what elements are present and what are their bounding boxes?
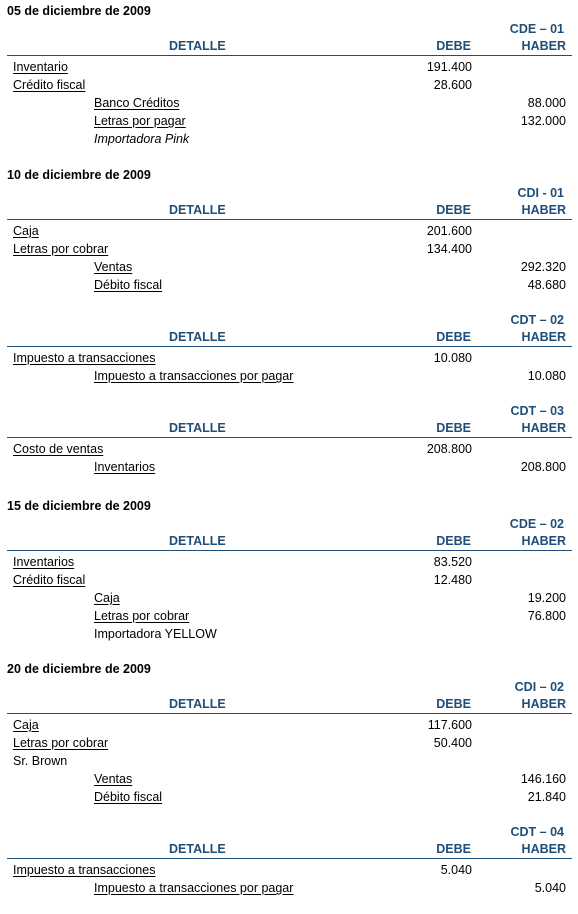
column-header-row xyxy=(7,39,572,56)
entry-row xyxy=(0,881,578,899)
debit-amount: 83.520 xyxy=(433,555,472,569)
account-name: Letras por pagar xyxy=(94,114,186,128)
entry-code: CDE – 01 xyxy=(509,22,564,36)
debit-amount: 50.400 xyxy=(433,736,472,750)
credit-amount: 88.000 xyxy=(527,96,566,110)
entry-date: 10 de diciembre de 2009 xyxy=(7,168,151,182)
account-name: Crédito fiscal xyxy=(13,573,86,587)
column-header-detalle: DETALLE xyxy=(169,203,226,217)
entry-row xyxy=(0,369,578,387)
entry-row xyxy=(0,114,578,132)
debit-amount: 10.080 xyxy=(433,351,472,365)
column-header-debe: DEBE xyxy=(436,330,471,344)
column-header-debe: DEBE xyxy=(436,421,471,435)
column-header-debe: DEBE xyxy=(436,842,471,856)
entry-row xyxy=(0,790,578,808)
entry-code: CDE – 02 xyxy=(509,517,564,531)
column-header-row xyxy=(7,203,572,220)
account-name: Sr. Brown xyxy=(13,754,68,768)
entry-row xyxy=(0,591,578,609)
account-name: Impuesto a transacciones por pagar xyxy=(94,881,294,895)
account-name: Importadora Pink xyxy=(94,132,190,146)
column-header-haber: HABER xyxy=(521,534,566,548)
credit-amount: 208.800 xyxy=(520,460,566,474)
account-name: Impuesto a transacciones por pagar xyxy=(94,369,294,383)
entry-row xyxy=(0,278,578,296)
column-header-row xyxy=(7,842,572,859)
credit-amount: 48.680 xyxy=(527,278,566,292)
entry-row xyxy=(0,132,578,150)
entry-row xyxy=(0,442,578,460)
account-name: Inventarios xyxy=(94,460,156,474)
column-header-detalle: DETALLE xyxy=(169,534,226,548)
entry-code: CDI - 01 xyxy=(517,186,564,200)
debit-amount: 134.400 xyxy=(426,242,472,256)
entry-row xyxy=(0,96,578,114)
entry-code: CDT – 03 xyxy=(510,404,564,418)
entry-row xyxy=(0,573,578,591)
entry-code: CDI – 02 xyxy=(514,680,564,694)
account-name: Débito fiscal xyxy=(94,790,163,804)
credit-amount: 292.320 xyxy=(520,260,566,274)
account-name: Ventas xyxy=(94,260,133,274)
entry-row xyxy=(0,242,578,260)
debit-amount: 191.400 xyxy=(426,60,472,74)
column-header-row xyxy=(7,697,572,714)
column-header-debe: DEBE xyxy=(436,534,471,548)
column-header-haber: HABER xyxy=(521,421,566,435)
entry-row xyxy=(0,555,578,573)
account-name: Inventario xyxy=(13,60,68,74)
account-name: Letras por cobrar xyxy=(94,609,190,623)
column-header-detalle: DETALLE xyxy=(169,697,226,711)
credit-amount: 21.840 xyxy=(527,790,566,804)
account-name: Letras por cobrar xyxy=(13,242,109,256)
entry-date: 15 de diciembre de 2009 xyxy=(7,499,151,513)
account-name: Impuesto a transacciones xyxy=(13,863,156,877)
column-header-debe: DEBE xyxy=(436,203,471,217)
debit-amount: 5.040 xyxy=(440,863,472,877)
entry-row xyxy=(0,863,578,881)
entry-code: CDT – 02 xyxy=(510,313,564,327)
column-header-haber: HABER xyxy=(521,842,566,856)
account-name: Caja xyxy=(13,224,39,238)
account-name: Impuesto a transacciones xyxy=(13,351,156,365)
entry-row xyxy=(0,224,578,242)
account-name: Crédito fiscal xyxy=(13,78,86,92)
credit-amount: 19.200 xyxy=(527,591,566,605)
entry-row xyxy=(0,460,578,478)
column-header-row xyxy=(7,534,572,551)
column-header-detalle: DETALLE xyxy=(169,39,226,53)
entry-row xyxy=(0,78,578,96)
account-name: Ventas xyxy=(94,772,133,786)
column-header-haber: HABER xyxy=(521,330,566,344)
credit-amount: 132.000 xyxy=(520,114,566,128)
entry-row xyxy=(0,351,578,369)
entry-row xyxy=(0,60,578,78)
entry-date: 20 de diciembre de 2009 xyxy=(7,662,151,676)
column-header-haber: HABER xyxy=(521,697,566,711)
account-name: Caja xyxy=(13,718,39,732)
entry-row xyxy=(0,718,578,736)
column-header-detalle: DETALLE xyxy=(169,842,226,856)
column-header-debe: DEBE xyxy=(436,697,471,711)
account-name: Caja xyxy=(94,591,120,605)
debit-amount: 208.800 xyxy=(426,442,472,456)
credit-amount: 5.040 xyxy=(534,881,566,895)
account-name: Débito fiscal xyxy=(94,278,163,292)
column-header-debe: DEBE xyxy=(436,39,471,53)
entry-row xyxy=(0,736,578,754)
column-header-row xyxy=(7,330,572,347)
entry-row xyxy=(0,260,578,278)
column-header-row xyxy=(7,421,572,438)
credit-amount: 76.800 xyxy=(527,609,566,623)
debit-amount: 12.480 xyxy=(433,573,472,587)
debit-amount: 117.600 xyxy=(427,718,472,732)
column-header-haber: HABER xyxy=(521,39,566,53)
entry-row xyxy=(0,627,578,645)
entry-row xyxy=(0,754,578,772)
debit-amount: 28.600 xyxy=(433,78,472,92)
entry-date: 05 de diciembre de 2009 xyxy=(7,4,151,18)
account-name: Letras por cobrar xyxy=(13,736,109,750)
column-header-haber: HABER xyxy=(521,203,566,217)
entry-row xyxy=(0,772,578,790)
account-name: Importadora YELLOW xyxy=(94,627,217,641)
debit-amount: 201.600 xyxy=(426,224,472,238)
account-name: Costo de ventas xyxy=(13,442,104,456)
entry-row xyxy=(0,609,578,627)
credit-amount: 146.160 xyxy=(520,772,566,786)
column-header-detalle: DETALLE xyxy=(169,421,226,435)
column-header-detalle: DETALLE xyxy=(169,330,226,344)
entry-code: CDT – 04 xyxy=(510,825,564,839)
account-name: Inventarios xyxy=(13,555,75,569)
account-name: Banco Créditos xyxy=(94,96,180,110)
credit-amount: 10.080 xyxy=(527,369,566,383)
